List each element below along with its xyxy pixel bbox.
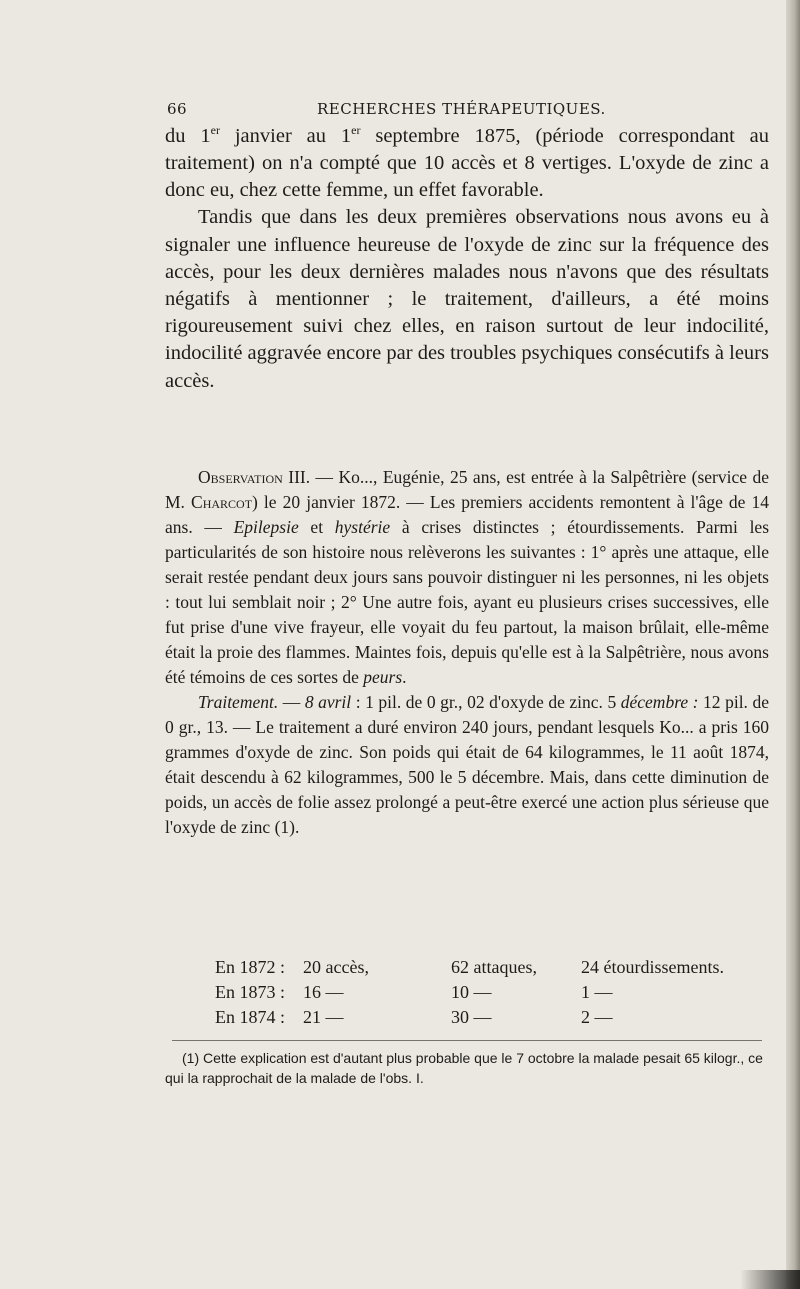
paragraph-results: Tandis que dans les deux premières observations nous avons eu à signaler une influence heureuse de l'oxyde de zinc sur la fréquence des accès, pour les deux dernières malades nous n'avons que des résultats négatifs à mentionner ; le traitement, d'ailleurs, a été moins rigoureusement suivi chez elles, en raison surtout de leur indocilité, indocilité aggravée encore par des troubles psychiques consécutifs à leurs accès.: [165, 206, 769, 392]
stats-row: En 1873 : 16 — 10 — 1 —: [215, 982, 613, 1002]
doctor-name: Charcot: [191, 492, 253, 512]
treatment-label: Traitement.: [198, 692, 279, 712]
running-head: [167, 100, 667, 118]
page-number: 66: [167, 100, 188, 118]
yearly-stats-table: [215, 955, 761, 1030]
footnote-divider: [172, 1040, 762, 1041]
main-text: [165, 117, 769, 395]
observation-label: Observation III.: [198, 467, 311, 487]
paragraph-continuation: du 1er janvier au 1er septembre 1875, (période correspondant au traitement) on n'a compté que 10 accès et 8 vertiges. L'oxyde de zinc a donc eu, chez cette femme, un effet favorable.: [165, 123, 770, 202]
observation-paragraph: Observation III. — Ko..., Eugénie, 25 ans, est entrée à la Salpêtrière (service de M. Charcot) le 20 janvier 1872. — Les premiers accidents remontent à l'âge de 14 ans. — Epilepsie et hystérie à crises distinctes ; étourdissements. Parmi les particularités de son histoire nous relèverons les suivantes : 1° après une attaque, elle serait restée pendant deux jours sans pouvoir distinguer ni les personnes, ni les objets : tout lui semblait noir ; 2° Une autre fois, ayant eu plusieurs crises successives, elle fut prise d'une vive frayeur, elle voyait du feu partout, la maison brûlait, elle-même était la proie des flammes. Maintes fois, depuis qu'elle est à la Salpêtrière, nous avons été témoins de ces sortes de peurs.: [165, 467, 770, 687]
stats-row: En 1872 : 20 accès, 62 attaques, 24 étourdissements.: [215, 957, 724, 977]
observation-iii: [165, 465, 769, 840]
page-corner-shadow: [740, 1270, 800, 1289]
stats-row: En 1874 : 21 — 30 — 2 —: [215, 1007, 613, 1027]
running-title: RECHERCHES THÉRAPEUTIQUES.: [317, 100, 606, 118]
page-edge-shadow: [786, 0, 800, 1289]
treatment-paragraph: Traitement. — 8 avril : 1 pil. de 0 gr., 02 d'oxyde de zinc. 5 décembre : 12 pil. de 0 gr., 13. — Le traitement a duré environ 240 jours, pendant lesquels Ko... a pris 160 grammes d'oxyde de zinc. Son poids qui était de 64 kilogrammes, le 11 août 1874, était descendu à 62 kilogrammes, 500 le 5 décembre. Mais, dans cette diminution de poids, un accès de folie assez prolongé a peut-être exercé une action plus sérieuse que l'oxyde de zinc (1).: [165, 692, 769, 837]
footnote: (1) Cette explication est d'autant plus probable que le 7 octobre la malade pesait 65 kilogr., ce qui la rapprochait de la malade de l'obs. I.: [165, 1050, 763, 1086]
